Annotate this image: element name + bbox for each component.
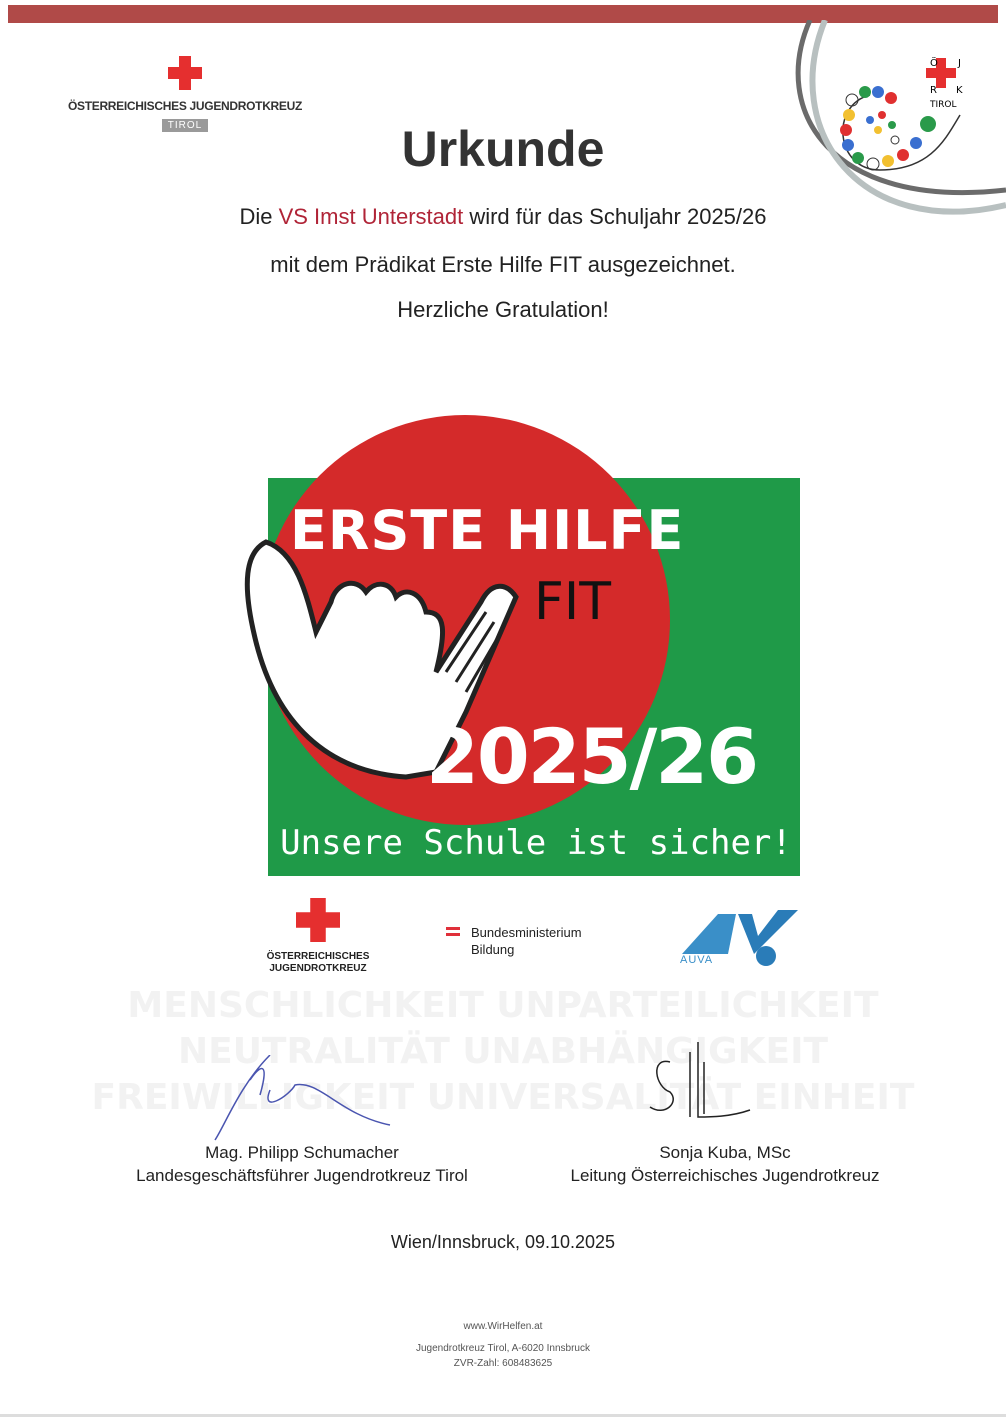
certificate-title: Urkunde: [401, 121, 605, 177]
badge-fit: FIT: [534, 572, 612, 632]
footer-website: www.WirHelfen.at: [463, 1321, 543, 1332]
ministry-name-2: Bildung: [471, 942, 515, 957]
signature-kuba: [640, 1042, 760, 1122]
watermark-line: FREIWILLIGKEIT UNIVERSALITÄT EINHEIT: [91, 1077, 915, 1118]
footer-zvr: ZVR-Zahl: 608483625: [453, 1358, 553, 1369]
badge-heading: ERSTE HILFE: [290, 499, 685, 562]
auva-name: AUVA: [680, 954, 714, 966]
logo-letter: TIROL: [930, 100, 957, 110]
line1-suffix: wird für das Schuljahr 2025/26: [463, 204, 767, 229]
logo-letter: Ö: [930, 58, 938, 69]
signature-schumacher: [200, 1055, 400, 1145]
signer-2-name: Sonja Kuba, MSc: [659, 1143, 791, 1162]
org-region: TIROL: [162, 119, 208, 132]
watermark-line: MENSCHLICHKEIT UNPARTEILICHKEIT: [127, 985, 879, 1026]
logo-letter: R: [930, 85, 937, 96]
ministry-name-1: Bundesministerium: [471, 925, 582, 940]
bottom-edge: [0, 1414, 1006, 1417]
signer-1-name: Mag. Philipp Schumacher: [205, 1143, 399, 1162]
flag-stripe: [446, 927, 460, 930]
line1-prefix: Die: [239, 204, 279, 229]
jrk-partner-logo: [262, 898, 374, 975]
signer-2-role: Leitung Österreichisches Jugendrotkreuz: [570, 1166, 880, 1185]
jrk-name-2: JUGENDROTKREUZ: [269, 963, 367, 974]
logo-letter: K: [956, 85, 963, 96]
erste-hilfe-fit-badge: [236, 412, 806, 882]
signer-1-role: Landesgeschäftsführer Jugendrotkreuz Tirol: [136, 1166, 468, 1185]
ministry-logo: [446, 924, 626, 960]
red-cross-icon: [168, 56, 202, 90]
jrk-name-1: ÖSTERREICHISCHES: [266, 951, 370, 962]
flag-stripe: [446, 933, 460, 936]
school-name: VS Imst Unterstadt: [278, 204, 464, 229]
badge-slogan: Unsere Schule ist sicher!: [280, 823, 792, 863]
logo-letter: J: [958, 58, 961, 69]
org-name: ÖSTERREICHISCHES JUGENDROTKREUZ: [67, 99, 303, 113]
certificate-line-1: [0, 204, 1006, 230]
certificate-line-2: mit dem Prädikat Erste Hilfe FIT ausgezeichnet.: [270, 252, 736, 277]
footer-address: Jugendrotkreuz Tirol, A-6020 Innsbruck: [416, 1343, 590, 1354]
certificate-line-3: Herzliche Gratulation!: [397, 297, 609, 322]
badge-year: 2025/26: [426, 712, 758, 801]
auva-logo: [678, 906, 802, 968]
watermark-line: NEUTRALITÄT UNABHÄNGIGKEIT: [177, 1031, 829, 1072]
place-date: Wien/Innsbruck, 09.10.2025: [390, 1232, 616, 1252]
red-cross-icon: [296, 898, 340, 942]
